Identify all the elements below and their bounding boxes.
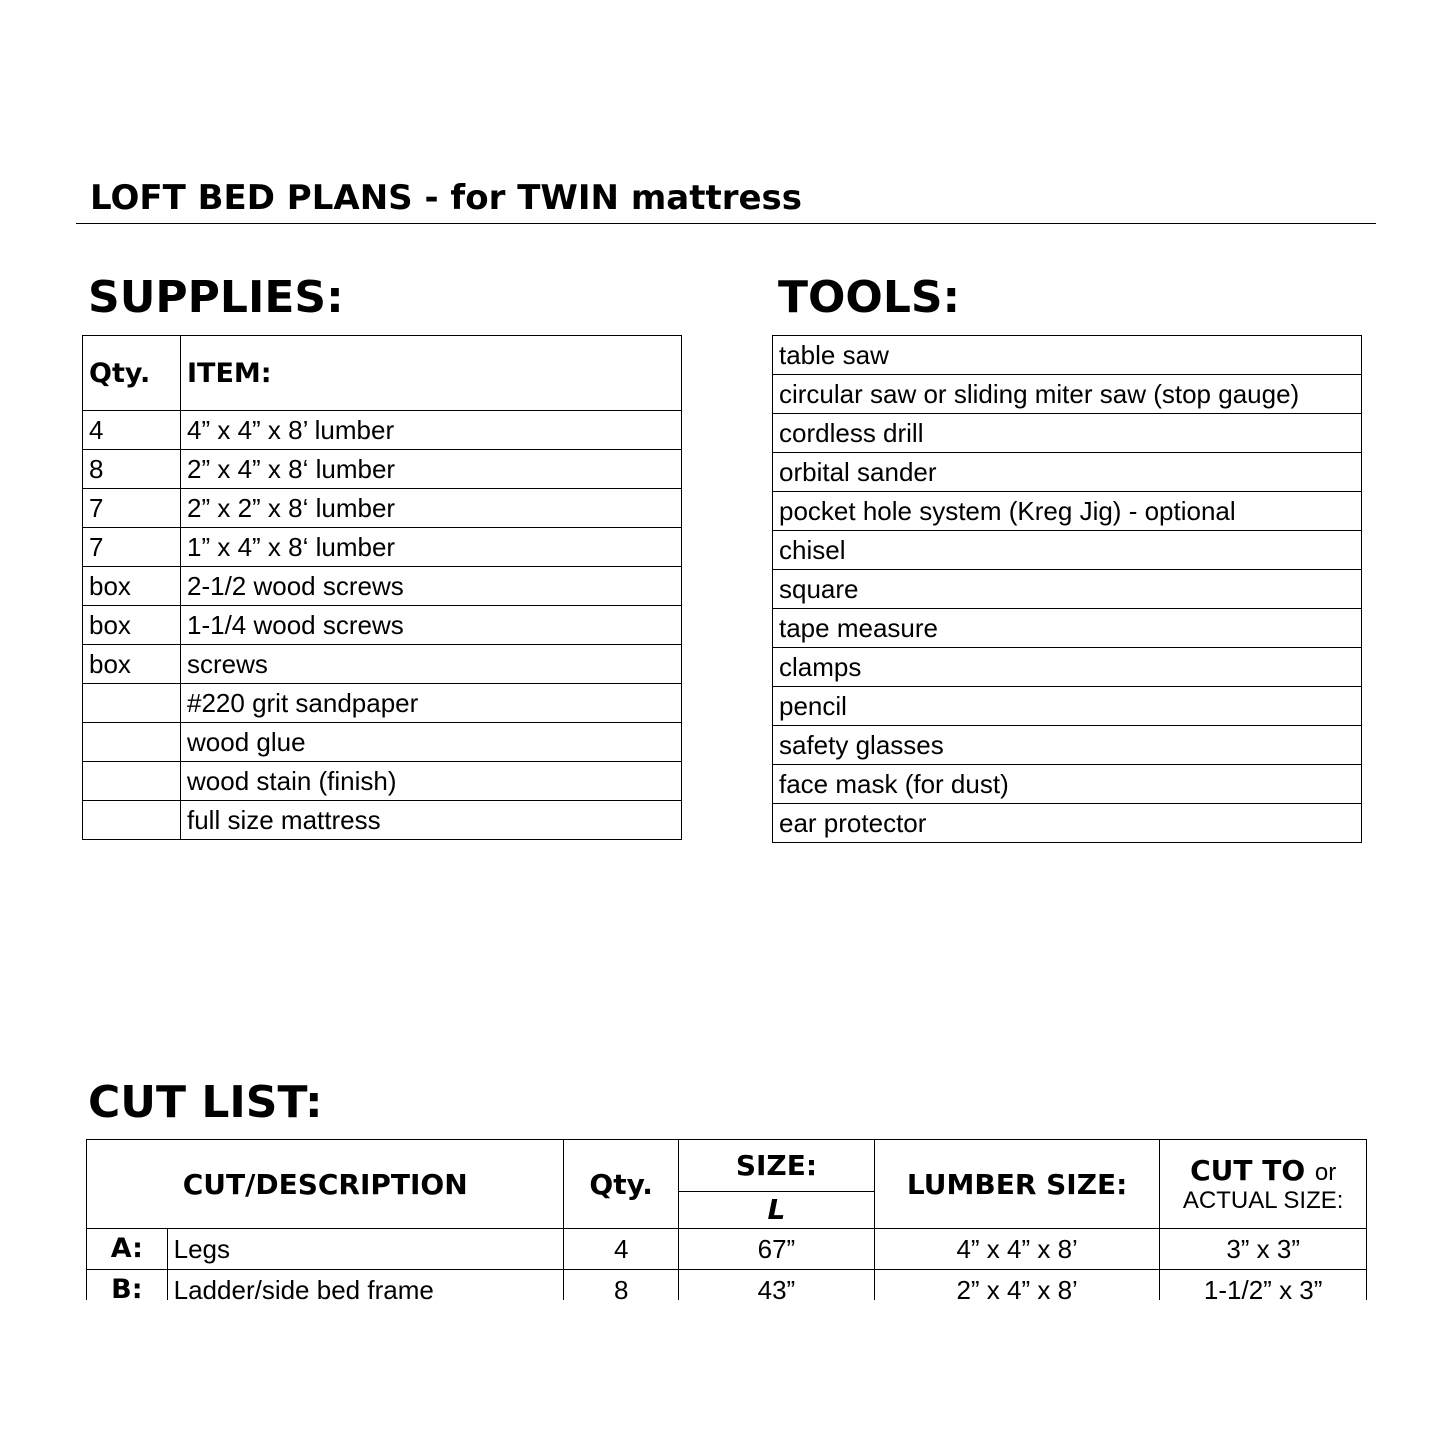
table-row — [87, 1270, 1367, 1301]
cut-letter: A: — [87, 1229, 168, 1270]
supply-item: 1-1/4 wood screws — [181, 606, 682, 645]
tool-item: safety glasses — [773, 726, 1362, 765]
tool-item: ear protector — [773, 804, 1362, 843]
cut-lumber-size-header: LUMBER SIZE: — [874, 1140, 1159, 1229]
supply-item: #220 grit sandpaper — [181, 684, 682, 723]
supply-qty: box — [83, 645, 181, 684]
cut-qty-header: Qty. — [564, 1140, 679, 1229]
cut-lumber-size: 4” x 4” x 8’ — [874, 1229, 1159, 1270]
cut-to-label: CUT TO — [1190, 1153, 1306, 1187]
supply-qty: box — [83, 606, 181, 645]
supplies-qty-header: Qty. — [83, 336, 181, 411]
cut-description-header: CUT/DESCRIPTION — [87, 1140, 564, 1229]
cut-actual-size: 3” x 3” — [1160, 1229, 1367, 1270]
supply-item: full size mattress — [181, 801, 682, 840]
supply-item: 1” x 4” x 8‘ lumber — [181, 528, 682, 567]
cut-qty: 4 — [564, 1229, 679, 1270]
supply-qty: 8 — [83, 450, 181, 489]
actual-size-label: ACTUAL SIZE: — [1182, 1186, 1344, 1214]
cut-header-row — [87, 1140, 1367, 1192]
supply-item: 2” x 2” x 8‘ lumber — [181, 489, 682, 528]
cut-list-heading: CUT LIST: — [88, 1077, 323, 1128]
tool-item: pocket hole system (Kreg Jig) - optional — [773, 492, 1362, 531]
tool-item: square — [773, 570, 1362, 609]
cut-length: 67” — [678, 1229, 874, 1270]
supply-item: 2” x 4” x 8‘ lumber — [181, 450, 682, 489]
cut-letter: B: — [87, 1270, 168, 1301]
cut-length-header: L — [678, 1191, 874, 1228]
cut-length: 43” — [678, 1270, 874, 1301]
cut-list-table — [86, 1139, 1367, 1300]
cut-lumber-size: 2” x 4” x 8’ — [874, 1270, 1159, 1301]
tool-item: circular saw or sliding miter saw (stop gauge) — [773, 375, 1362, 414]
supplies-heading: SUPPLIES: — [88, 272, 344, 323]
supply-qty: 4 — [83, 411, 181, 450]
tool-item: tape measure — [773, 609, 1362, 648]
tool-item: orbital sander — [773, 453, 1362, 492]
tool-item: face mask (for dust) — [773, 765, 1362, 804]
tool-item: cordless drill — [773, 414, 1362, 453]
tool-item: pencil — [773, 687, 1362, 726]
cut-to-header — [1160, 1140, 1367, 1229]
tool-item: clamps — [773, 648, 1362, 687]
tool-item: chisel — [773, 531, 1362, 570]
supply-qty: 7 — [83, 489, 181, 528]
supply-qty: 7 — [83, 528, 181, 567]
supply-item: wood stain (finish) — [181, 762, 682, 801]
document-title: LOFT BED PLANS - for TWIN mattress — [90, 178, 803, 218]
supply-item: wood glue — [181, 723, 682, 762]
tool-item: table saw — [773, 336, 1362, 375]
cut-description: Legs — [167, 1229, 564, 1270]
supply-qty: box — [83, 567, 181, 606]
supplies-item-header: ITEM: — [181, 336, 682, 411]
cut-actual-size: 1-1/2” x 3” — [1160, 1270, 1367, 1301]
cut-to-or-label: or — [1314, 1158, 1337, 1186]
cut-qty: 8 — [564, 1270, 679, 1301]
supply-item: 2-1/2 wood screws — [181, 567, 682, 606]
tools-heading: TOOLS: — [778, 272, 961, 323]
table-row — [87, 1229, 1367, 1270]
supply-item: screws — [181, 645, 682, 684]
supply-item: 4” x 4” x 8’ lumber — [181, 411, 682, 450]
cut-size-header: SIZE: — [678, 1140, 874, 1192]
cut-description: Ladder/side bed frame — [167, 1270, 564, 1301]
